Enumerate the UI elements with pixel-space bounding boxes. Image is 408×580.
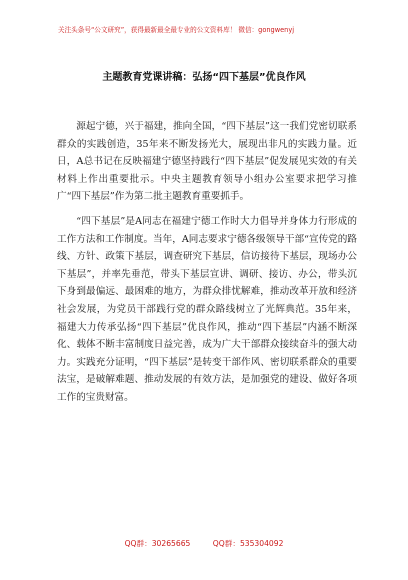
header-notice: 关注头条号“公文研究”，获得最新最全最专业的公文资料库！ 微信：gongwenyj — [58, 26, 295, 34]
paragraph: 源起宁德，兴于福建，推向全国，“四下基层”这一我们党密切联系群众的实践创造，35年来不断发扬光大，展现出非凡的实践力量。近日，A总书记在反映福建宁德坚持践行“四下基层”促发展见实效的有关材料上作出重要批示。中央主题教育领导小组办公室要求把学习推广“四下基层”作为第二批主题教育重要抓手。 — [57, 121, 357, 203]
qq-group-1: QQ群：30265665 — [124, 539, 191, 548]
paragraph: “四下基层”是A同志在福建宁德工作时大力倡导并身体力行形成的工作方法和工作制度。当年，A同志要求宁德各级领导干部“宣传党的路线、方针、政策下基层，调查研究下基层，信访接待下基层，现场办公下基层”，并率先垂范，带头下基层宣讲、调研、接访、办公，带头沉下身到最偏远、最困难的地方，为群众排忧解难，推动改革开放和经济社会发展，为党员干部践行党的群众路线树立了光辉典范。35年来，福建大力传承弘扬“四下基层”优良作风，推动“四下基层”内涵不断深化、载体不断丰富制度日益完善，成为广大干部群众接续奋斗的强大动力。实践充分证明，“四下基层”是转变干部作风、密切联系群众的重要法宝，是破解难题、推动发展的有效方法，是加强党的建设、做好各项工作的宝贵财富。 — [57, 215, 357, 403]
qq-group-2: QQ群：535304092 — [212, 539, 284, 548]
document-body — [57, 118, 357, 414]
footer-contacts — [0, 538, 408, 549]
document-title: 主题教育党课讲稿：弘扬“四下基层”优良作风 — [102, 72, 306, 83]
